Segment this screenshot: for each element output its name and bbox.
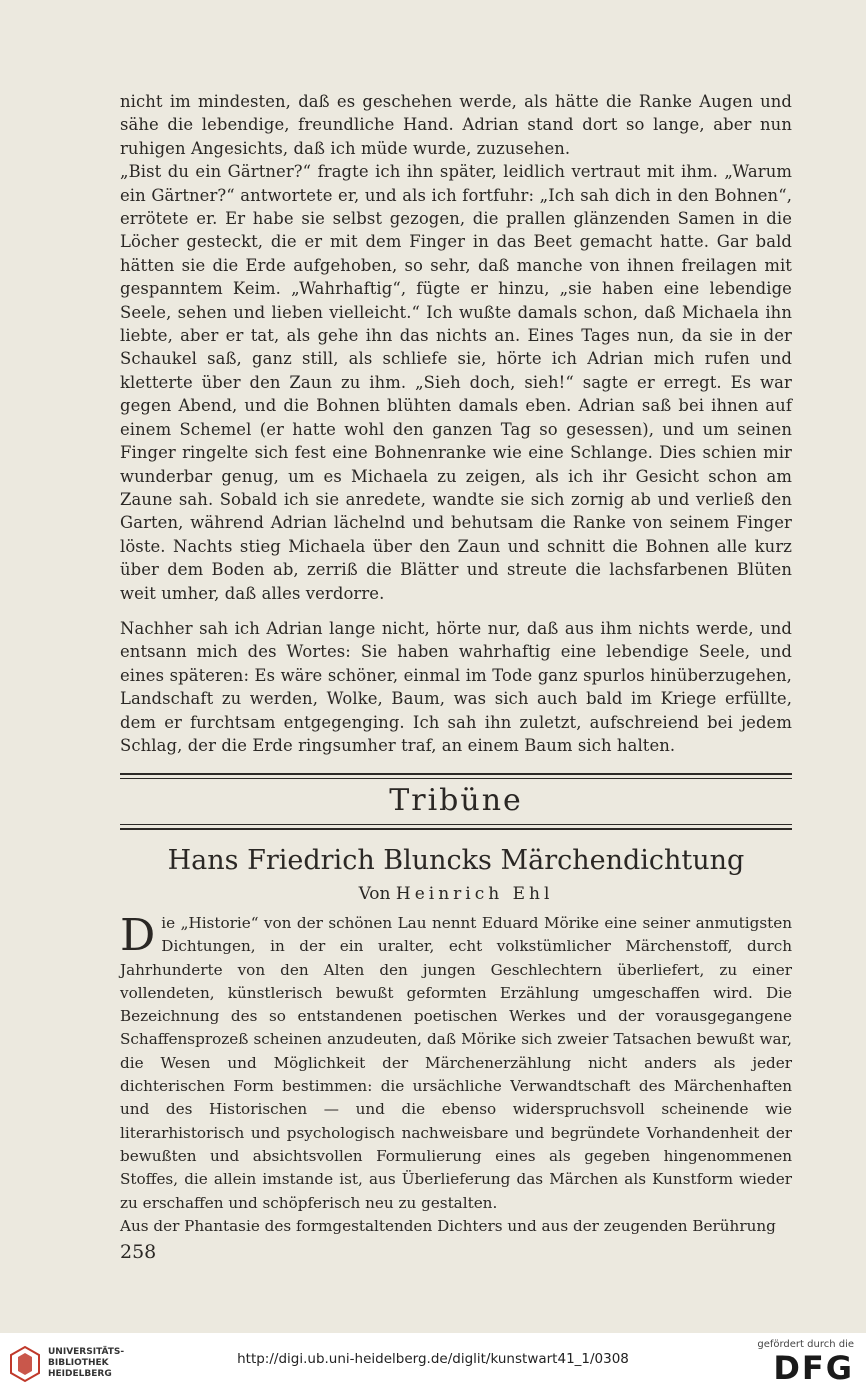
funder-logo[interactable] <box>744 1339 854 1386</box>
divider-top-thin <box>120 778 792 779</box>
article-body <box>120 912 792 1238</box>
page-number: 258 <box>120 1241 157 1263</box>
byline <box>120 882 792 906</box>
article-paragraph-text: ie „Historie“ von der schönen Lau nennt Eduard Mörike eine seiner anmutigsten Dichtungen, in der ein uralter, echt volkstümlicher Märchenstoff, durch Jahrhunderte von den Alten den jungen Geschlechtern überliefert, zu einer vollendeten, künstlerisch bewußt geformten Erzählung umgeschaffen wird. Die Bezeichnung des so entstandenen poetischen Werkes und der vorausgegangene Schaffensprozeß scheinen anzudeuten, daß Mörike sich zweier Tatsachen bewußt war, die Wesen und Möglichkeit der Märchenerzählung nicht anders als jeder dichterischen Form bestimmen: die ursächliche Verwandtschaft des Märchenhaften und des Historischen — und die ebenso widerspruchsvoll scheinende wie literarhistorisch und psychologisch nachweisbare und begründete Vorhandenheit der bewußten und absichtsvollen Formulierung eines als gegeben hingenommenen Stoffes, die allein imstande ist, aus Überlieferung das Märchen als Kunstform wieder zu erschaffen und schöpferisch neu zu gestalten. <box>120 914 792 1212</box>
author-name: Heinrich Ehl <box>395 884 554 904</box>
previous-article-closing <box>120 617 792 757</box>
source-url-link[interactable]: http://digi.ub.uni-heidelberg.de/diglit/kunstwart41_1/0308 <box>237 1351 629 1367</box>
text-paragraph: „Bist du ein Gärtner?“ fragte ich ihn später, leidlich vertraut mit ihm. „Warum ein Gärtner?“ antwortete er, und als ich fortfuhr: „Ich sah dich in den Bohnen“, errötete er. Er habe sie selbst gezogen, die prallen glänzenden Samen in die Löcher gesteckt, die er mit dem Finger in das Beet gemacht hatte. Gar bald hätten sie die Erde aufgehoben, so sehr, daß manche von ihnen freilagen mit gespanntem Keim. „Wahrhaftig“, fügte er hinzu, „sie haben eine lebendige Seele, sehen und lieben vielleicht.“ Ich wußte damals schon, daß Michaela ihn liebte, aber er tat, als gehe ihn das nichts an. Eines Tages nun, da sie in der Schaukel saß, ganz still, als schliefe sie, hörte ich Adrian mich rufen und kletterte über den Zaun zu ihm. „Sieh doch, sieh!“ sagte er erregt. Es war gegen Abend, und die Bohnen blühten damals eben. Adrian saß bei ihnen auf einem Schemel (er hatte wohl den ganzen Tag so gesessen), und um seinen Finger ringelte sich fest eine Bohnenranke wie eine Schlange. Dies schien mir wunderbar genug, um es Michaela zu zeigen, als ich ihr Gesicht schon am Zaune sah. Sobald ich sie anredete, wandte sie sich zornig ab und verließ den Garten, während Adrian lächelnd und behutsam die Ranke von seinem Finger löste. Nachts stieg Michaela über den Zaun und schnitt die Bohnen alle kurz über dem Boden ab, zerriß die Blätter und streute die lachsfarbenen Blüten weit umher, daß alles verdorre. <box>120 162 792 603</box>
divider-top <box>120 773 792 775</box>
divider-bottom <box>120 828 792 830</box>
article-paragraph: Aus der Phantasie des formgestaltenden Dichters und aus der zeugenden Berührung <box>120 1216 776 1235</box>
divider-bottom-thin <box>120 824 792 825</box>
text-paragraph: nicht im mindesten, daß es geschehen werde, als hätte die Ranke Augen und sähe die lebendige, freundliche Hand. Adrian stand dort so lange, aber nun ruhigen Angesichts, daß ich müde wurde, zuzusehen. <box>120 92 792 158</box>
article-paragraph <box>120 912 792 1215</box>
digitization-footer <box>0 1333 866 1393</box>
section-title: Tribüne <box>389 783 523 818</box>
previous-article-text <box>120 90 792 605</box>
funded-by-label: gefördert durch die <box>757 1339 854 1350</box>
library-name-line: HEIDELBERG <box>48 1369 112 1379</box>
library-name-line: UNIVERSITÄTS- <box>48 1347 125 1357</box>
text-paragraph: Nachher sah ich Adrian lange nicht, hörte nur, daß aus ihm nichts werde, und entsann mich des Wortes: Sie haben wahrhaftig eine lebendige Seele, und eines späteren: Es wäre schöner, einmal im Tode ganz spurlos hinüberzugehen, Landschaft zu werden, Wolke, Baum, was sich auch bald im Kriege erfüllte, dem er furchtsam entgegenging. Ich sah ihn zuletzt, aufschreiend bei jedem Schlag, der die Erde ringsumher traf, an einem Baum sich halten. <box>120 619 792 756</box>
byline-prefix: Von <box>358 884 391 904</box>
dfg-logo-text: DFG <box>773 1349 854 1387</box>
library-name-line: BIBLIOTHEK <box>48 1358 109 1368</box>
drop-cap: D <box>120 910 156 961</box>
article-title: Hans Friedrich Bluncks Märchendichtung <box>167 845 745 876</box>
